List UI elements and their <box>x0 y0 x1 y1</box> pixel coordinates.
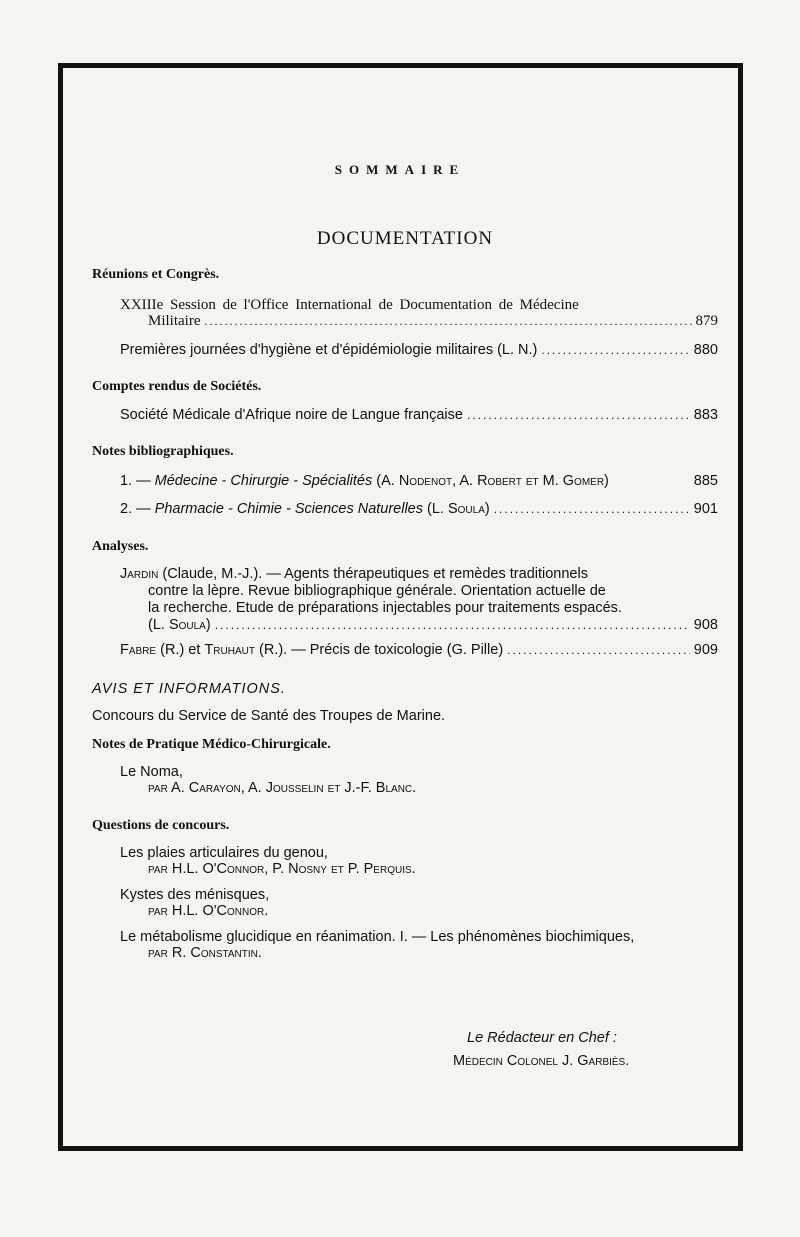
analyses-item1-author: Jardin <box>120 566 159 582</box>
heading-questions: Questions de concours. <box>92 818 230 833</box>
analyses-item1-line3: la recherche. Etude de préparations injectables pour traitements espacés. <box>148 600 622 616</box>
questions-item2-title: Kystes des ménisques, <box>120 887 270 903</box>
leader-dots <box>541 343 689 357</box>
heading-notes: Notes bibliographiques. <box>92 444 234 459</box>
analyses-item1-line2: contre la lèpre. Revue bibliographique générale. Orientation actuelle de <box>148 583 606 599</box>
heading-analyses: Analyses. <box>92 539 149 554</box>
comptes-item1-text: Société Médicale d'Afrique noire de Langue française <box>120 407 463 423</box>
notes-item2-authors: (L. Soula) <box>423 501 490 517</box>
page-number: 883 <box>693 407 718 423</box>
questions-item1-title: Les plaies articulaires du genou, <box>120 845 328 861</box>
page-number: 885 <box>693 473 718 489</box>
heading-comptes: Comptes rendus de Sociétés. <box>92 379 262 394</box>
heading-pratique: Notes de Pratique Médico-Chirurgicale. <box>92 737 331 752</box>
analyses-item2-author2: Truhaut <box>204 642 255 658</box>
signature-name: Médecin Colonel J. Garbiès. <box>453 1053 630 1069</box>
reunions-item1-line2: Militaire <box>148 313 201 329</box>
questions-item3-title: Le métabolisme glucidique en réanimation. I. — Les phénomènes biochimiques, <box>120 929 635 945</box>
questions-item2-authors: par H.L. O'Connor. <box>148 903 269 919</box>
heading-avis: AVIS ET INFORMATIONS. <box>92 681 286 697</box>
leader-dots <box>507 643 690 657</box>
reunions-item2 <box>120 342 718 358</box>
page-number: 901 <box>693 501 718 517</box>
page-title: SOMMAIRE <box>334 162 466 177</box>
pratique-item1-authors: par A. Carayon, A. Jousselin et J.-F. Blanc. <box>148 780 417 796</box>
leader-dots <box>215 618 690 632</box>
reunions-item1 <box>148 313 718 330</box>
analyses-item1 <box>120 566 686 617</box>
signature-role: Le Rédacteur en Chef : <box>467 1030 617 1046</box>
notes-item1-prefix: 1. — <box>120 473 155 489</box>
page-number: 909 <box>693 642 718 658</box>
notes-item1-title: Médecine - Chirurgie - Spécialités <box>154 473 373 489</box>
reunions-item2-text: Premières journées d'hygiène et d'épidémiologie militaires (L. N.) <box>120 342 538 358</box>
page-number: 908 <box>693 617 718 633</box>
analyses-item2-author1: Fabre <box>120 642 157 658</box>
notes-item2 <box>120 501 718 517</box>
page-number: 879 <box>695 313 718 329</box>
heading-reunions: Réunions et Congrès. <box>92 267 220 282</box>
reunions-item1-line1: XXIIIe Session de l'Office International de Documentation de Médecine <box>120 297 579 313</box>
analyses-item1-last <box>148 617 718 633</box>
notes-item1 <box>120 473 718 489</box>
pratique-item1-title: Le Noma, <box>120 764 183 780</box>
analyses-item2 <box>120 642 718 658</box>
analyses-item1-line4: (L. Soula) <box>148 617 211 633</box>
analyses-item2-mid: (R.) et <box>156 642 205 658</box>
comptes-item1 <box>120 407 718 423</box>
notes-item2-title: Pharmacie - Chimie - Sciences Naturelles <box>154 501 423 517</box>
leader-dots <box>467 408 690 422</box>
analyses-item2-text: (R.). — Précis de toxicologie (G. Pille) <box>254 642 504 658</box>
leader-dots <box>494 502 690 516</box>
questions-item3-authors: par R. Constantin. <box>148 945 262 961</box>
notes-item1-authors: (A. Nodenot, A. Robert et M. Gomer) <box>372 473 609 489</box>
page-number: 880 <box>693 342 718 358</box>
notes-item2-prefix: 2. — <box>120 501 155 517</box>
leader-dots <box>205 314 692 329</box>
section-title: DOCUMENTATION <box>316 228 494 249</box>
avis-item1: Concours du Service de Santé des Troupes de Marine. <box>92 708 446 724</box>
analyses-item1-text: (Claude, M.-J.). — Agents thérapeutiques et remèdes traditionnels <box>158 566 588 582</box>
questions-item1-authors: par H.L. O'Connor, P. Nosny et P. Perquis. <box>148 861 416 877</box>
